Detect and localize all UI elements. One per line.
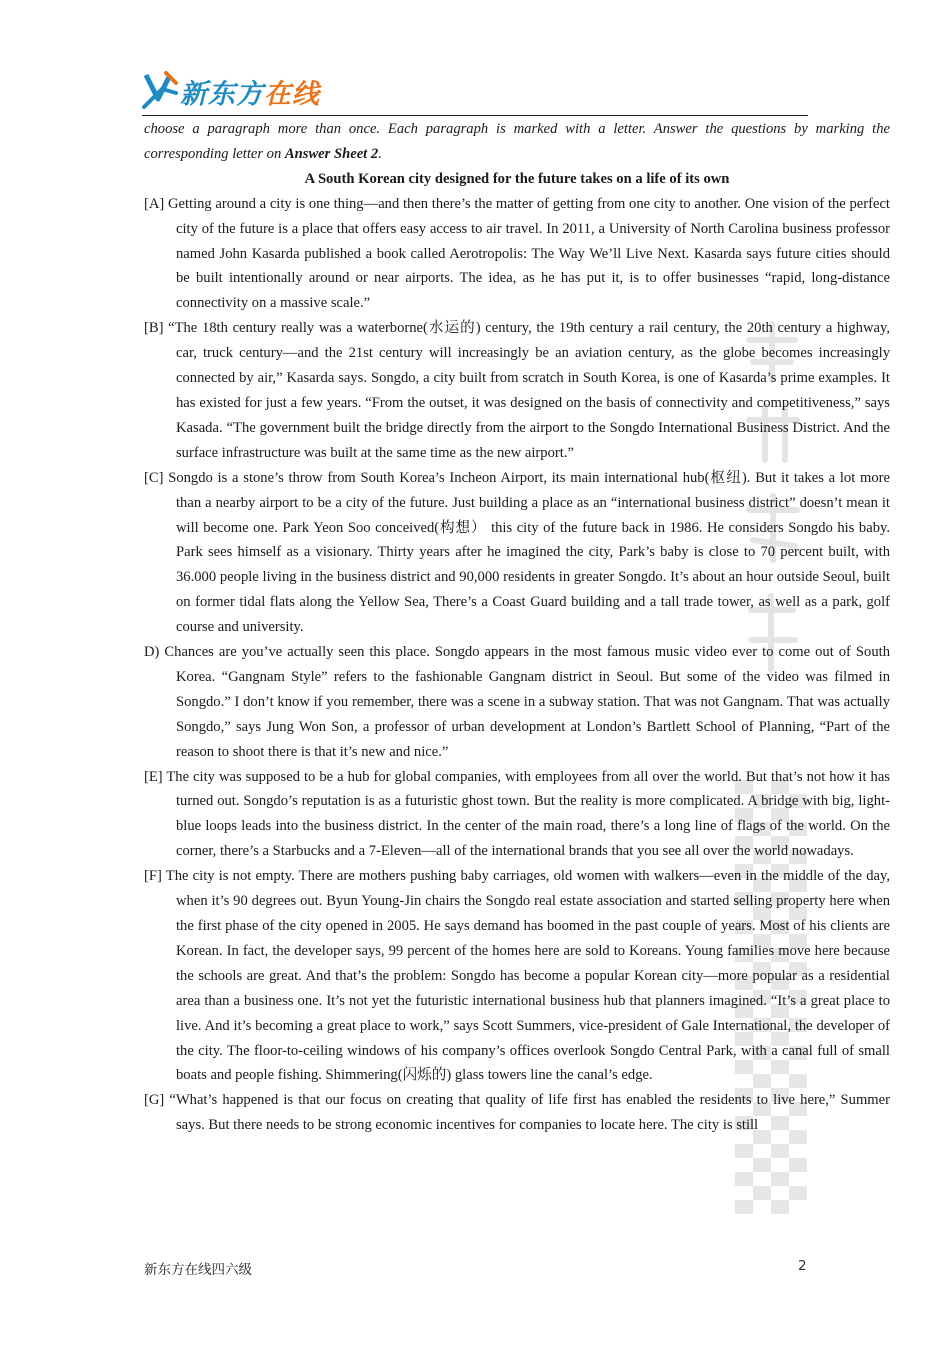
paragraph-a: [A] Getting around a city is one thing—and then there’s the matter of getting from one city to another. One vision of the perfect city of the future is a place that offers easy access to air travel. In 2011, a University of North Carolina business professor named John Kasarda published a book called Aerotropolis: The Way We’ll Live Next. Kasarda says future cities should be built intentionally around or near airports. The idea, as he has put it, is to offer businesses “rapid, long-distance connectivity on a massive scale.”: [144, 195, 890, 312]
footer-brand: 新东方在线四六级: [144, 1262, 252, 1278]
logo-text-part1: 新东方: [180, 78, 264, 110]
instructions-text: choose a paragraph more than once. Each paragraph is marked with a letter. Answer the questions by marking the corresponding letter on: [144, 121, 890, 162]
paragraph-c: [C] Songdo is a stone’s throw from South Korea’s Incheon Airport, its main international hub(枢纽). But it takes a lot more than a nearby airport to be a city of the future. Just building a place as an “international business district” doesn’t mean it will become one. Park Yeon Soo conceived(构想） this city of the future back in 1986. He considers Songdo his baby. Park sees himself as a visionary. Thirty years after he imagined the city, Park’s baby is close to 70 percent built, with 36.000 people living in the business district and 90,000 residents in greater Songdo. It’s about an hour outside Seoul, built on former tidal flats along the Yellow Sea, There’s a Coast Guard building and a tall trade tower, as well as a park, golf course and university.: [144, 469, 890, 636]
article-title: A South Korean city designed for the future takes on a life of its own: [304, 170, 730, 187]
instructions-end: .: [378, 145, 382, 162]
paragraph-g: [G] “What’s happened is that our focus on creating that quality of life first has enabled the residents to live here,” Summer says. But there needs to be strong economic incentives for companies to locate here. The city is still: [144, 1092, 890, 1134]
instructions: [144, 117, 890, 167]
paragraph-f: [F] The city is not empty. There are mothers pushing baby carriages, old women with walkers—even in the middle of the day, when it’s 90 degrees out. Byun Young-Jin chairs the Songdo real estate association and started selling property here when the first phase of the city opened in 2005. He says demand has boomed in the past couple of years. Most of his clients are Korean. In fact, the developer says, 99 percent of the homes here are sold to Koreans. Young families move here because the schools are great. And that’s the problem: Songdo has become a popular Korean city—more popular as a residential area than a business one. It’s not yet the futuristic international business hub that planners imagined. “It’s a great place to live. And it’s becoming a great place to work,” says Scott Summers, vice-president of Gale International, the developer of the city. The floor-to-ceiling windows of his company’s offices overlook Songdo Central Park, with a canal full of small boats and people fishing. Shimmering(闪烁的) glass towers line the canal’s edge.: [144, 868, 890, 1084]
logo-text-part2: 在线: [264, 78, 320, 110]
paragraph-e: [E] The city was supposed to be a hub for global companies, with employees from all over the world. But that’s not how it has turned out. Songdo’s reputation is as a futuristic ghost town. But the reality is more complicated. A bridge with big, light-blue loops leads into the business district. In the center of the main road, there’s a long line of flags of the world. On the corner, there’s a Starbucks and a 7-Eleven—all of the international brands that you see all over the world nowadays.: [144, 768, 890, 860]
paragraph-b: [B] “The 18th century really was a waterborne(水运的) century, the 19th century a rail century, the 20th century a highway, car, truck century—and the 21st century will increasingly be an aviation century, as the globe becomes increasingly connected by air,” Kasarda says. Songdo, a city built from scratch in South Korea, is one of Kasarda’s prime examples. It has existed for just a few years. “From the outset, it was designed on the basis of connectivity and competitiveness,” says Kasada. “The government built the bridge directly from the airport to the Songdo International Business District. And the surface infrastructure was built at the same time as the new airport.”: [144, 320, 890, 461]
page-content: [144, 117, 890, 1138]
header-divider: [142, 115, 808, 116]
paragraph-d: D) Chances are you’ve actually seen this place. Songdo appears in the most famous music video ever to come out of South Korea. “Gangnam Style” refers to the fashionable Gangnam district in Seoul. But some of the video was filmed in Songdo.” I don’t know if you remember, there was a scene in a subway station. That was not Gangnam. That was actually Songdo,” says Jung Won Son, a professor of urban development at London’s Bartlett School of Planning, “Part of the reason to shoot there is that it’s new and nice.”: [144, 644, 890, 760]
logo-text: [180, 72, 320, 111]
instructions-emphasis: Answer Sheet 2: [284, 145, 379, 162]
logo-mark-icon: [142, 69, 178, 113]
page-number: 2: [798, 1258, 807, 1274]
site-logo: [142, 66, 320, 116]
